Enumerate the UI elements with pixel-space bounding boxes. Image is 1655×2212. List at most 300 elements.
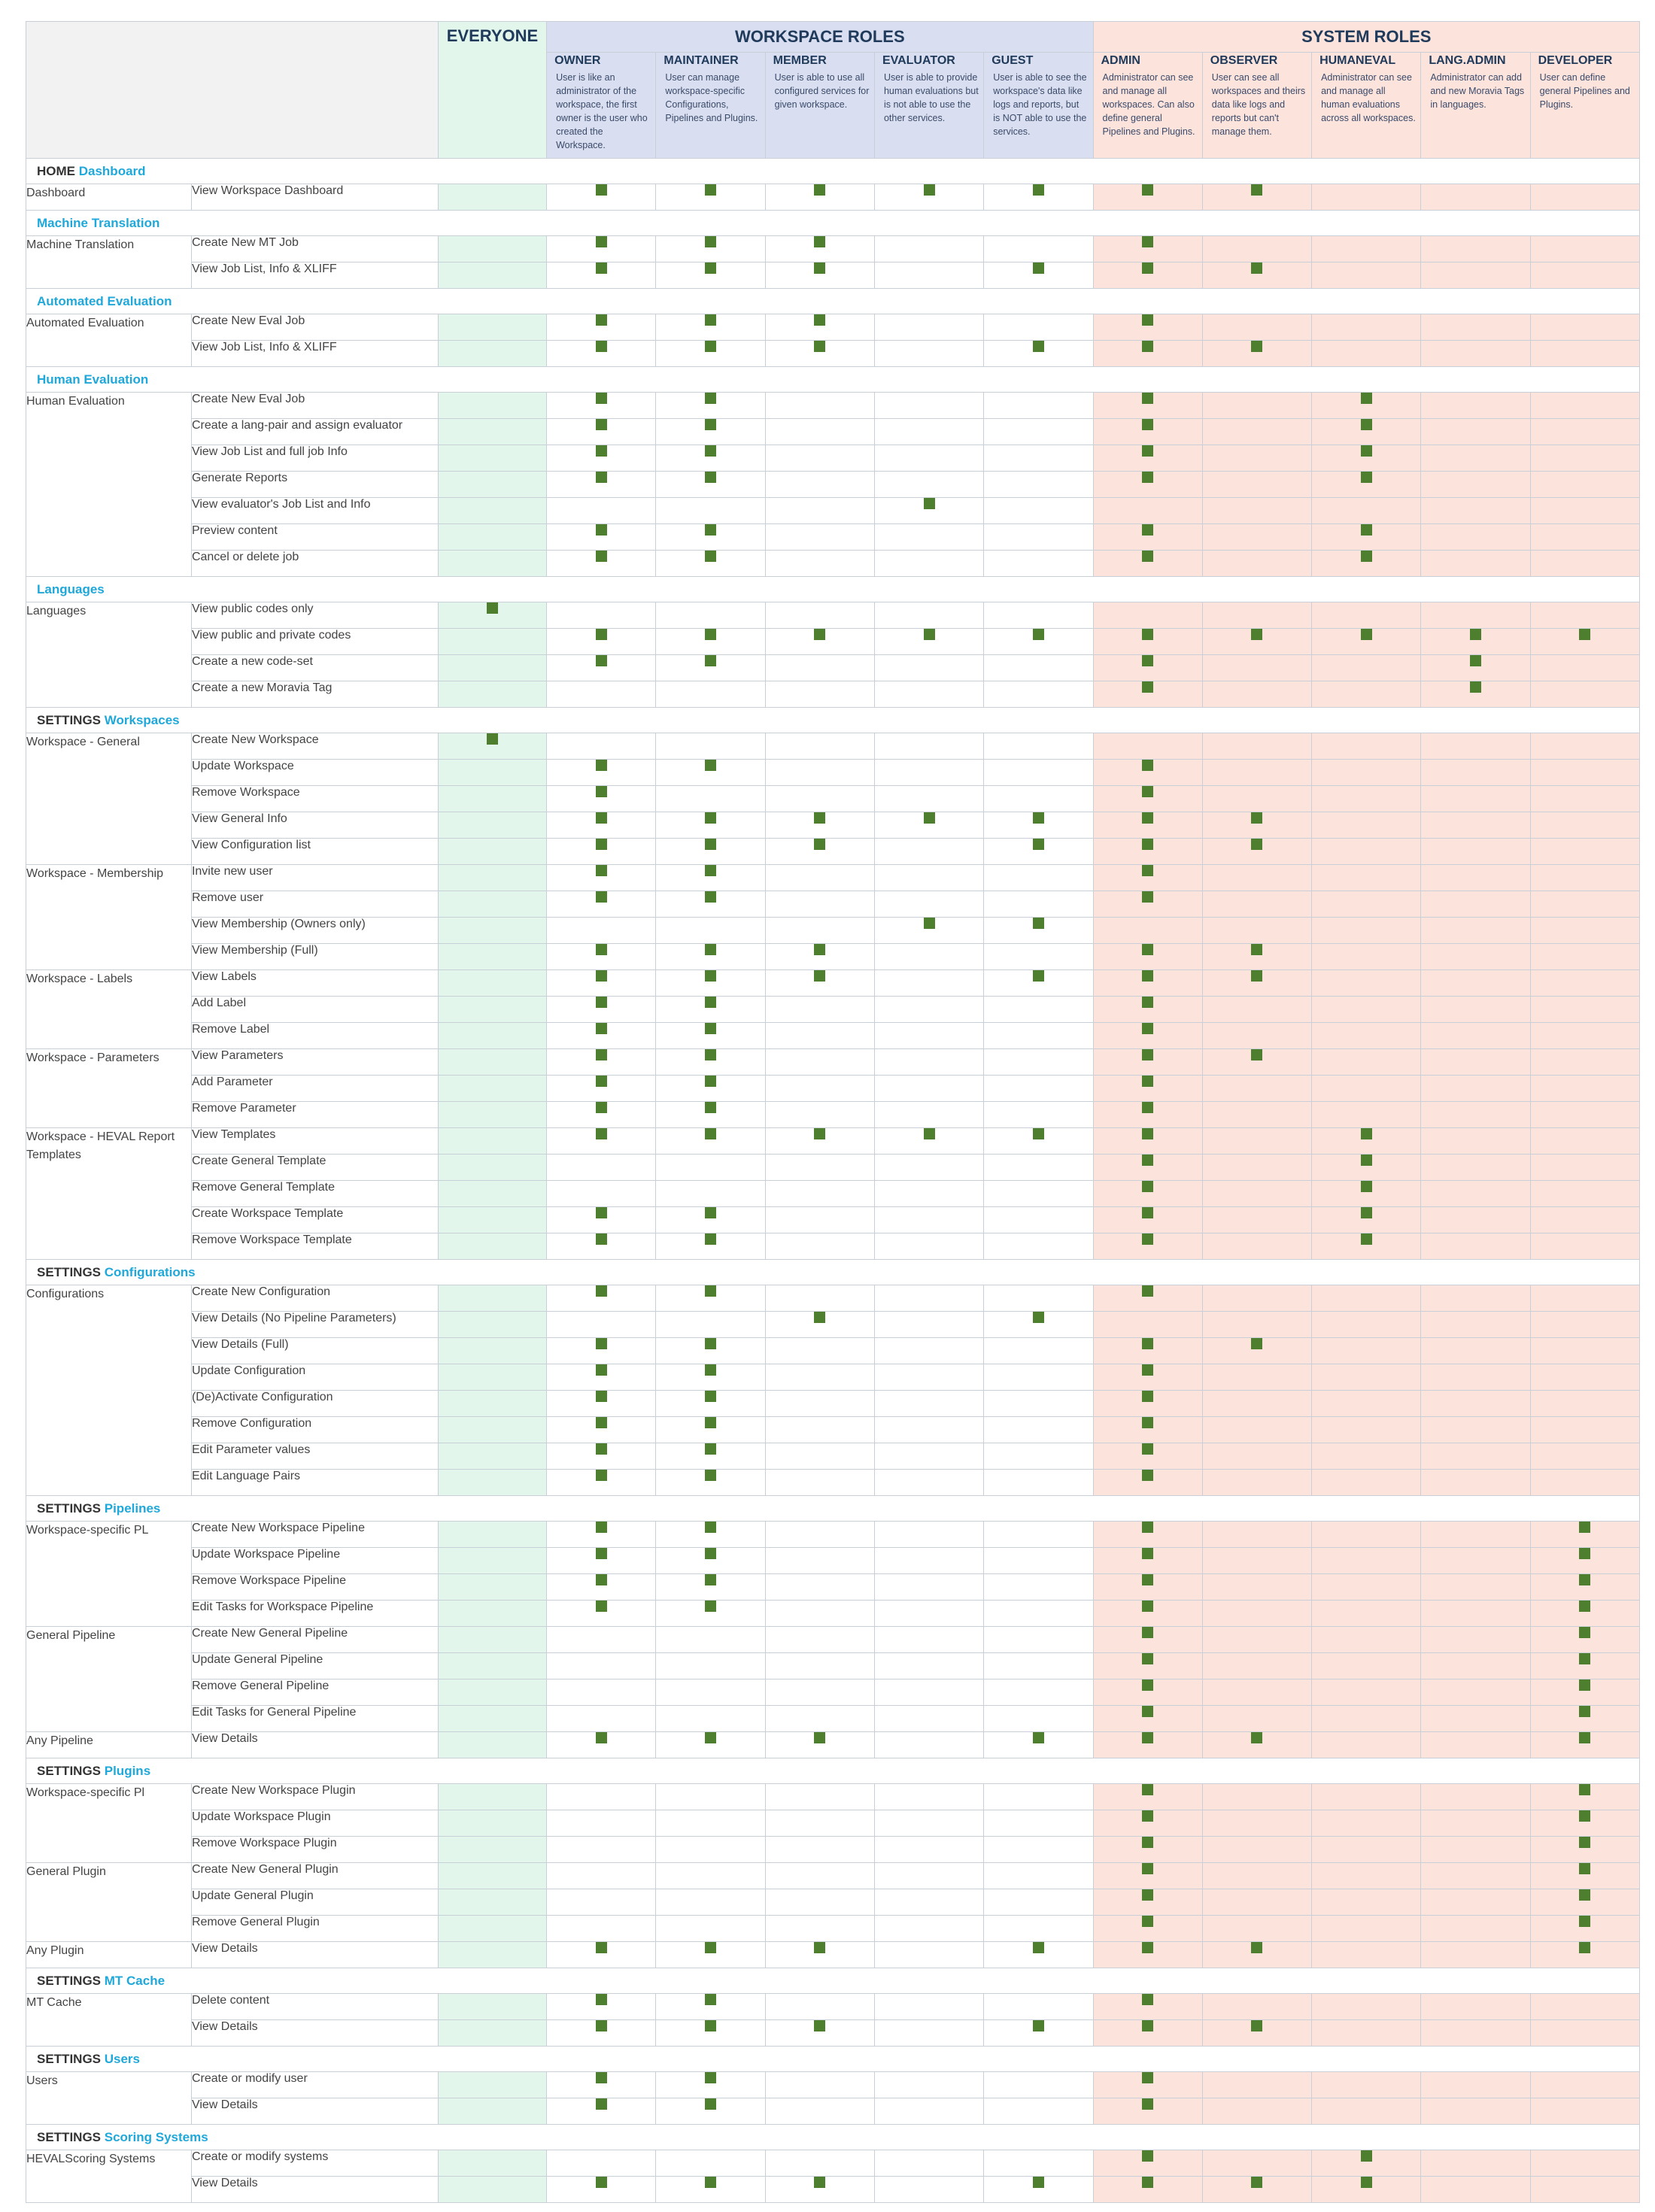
permission-granted-icon [1142,1285,1153,1297]
permission-cell-owner [547,1102,656,1128]
permission-cell-developer [1530,419,1639,445]
permission-cell-owner [547,445,656,472]
permission-cell-observer [1202,1076,1311,1102]
permission-cell-langadmin [1421,865,1530,891]
permission-cell-owner [547,681,656,708]
permission-cell-everyone [438,1601,546,1627]
feature-name: Languages [26,602,192,708]
permission-cell-member [765,2020,874,2047]
permission-cell-owner [547,1181,656,1207]
permission-cell-evaluator [874,997,983,1023]
permission-cell-member [765,1732,874,1758]
permission-granted-icon [1142,1181,1153,1192]
permission-granted-icon [705,2020,716,2031]
permission-cell-humaneval [1312,236,1421,262]
permission-cell-everyone [438,498,546,524]
permission-cell-maintainer [656,970,765,997]
permission-cell-admin [1093,629,1202,655]
permission-granted-icon [596,655,607,666]
permission-granted-icon [1142,2020,1153,2031]
permission-granted-icon [1142,2098,1153,2110]
permission-cell-evaluator [874,184,983,211]
workspace-roles-header: WORKSPACE ROLES [547,22,1093,53]
permission-granted-icon [596,1417,607,1428]
role-description: Administrator can see and manage all human evaluations across all workspaces. [1321,72,1416,123]
permission-cell-observer [1202,1994,1311,2020]
permission-cell-langadmin [1421,944,1530,970]
permission-cell-langadmin [1421,341,1530,367]
role-header-owner [547,53,656,159]
permission-cell-evaluator [874,1312,983,1338]
permission-cell-admin [1093,1338,1202,1364]
permission-cell-owner [547,1942,656,1968]
permission-cell-observer [1202,2150,1311,2177]
permission-cell-developer [1530,2098,1639,2125]
feature-name: Dashboard [26,184,192,211]
permission-cell-maintainer [656,812,765,839]
permission-row [26,629,1640,655]
action-label: Remove Workspace Pipeline [191,1574,438,1601]
feature-name: Users [26,2072,192,2125]
feature-name: Workspace-specific Pl [26,1784,192,1863]
permission-cell-evaluator [874,472,983,498]
permission-cell-owner [547,1470,656,1496]
permission-cell-evaluator [874,314,983,341]
permission-cell-humaneval [1312,262,1421,289]
permission-cell-maintainer [656,2150,765,2177]
permission-cell-evaluator [874,1181,983,1207]
permission-cell-admin [1093,1653,1202,1679]
permission-cell-admin [1093,1837,1202,1863]
permission-granted-icon [596,472,607,483]
section-prefix: SETTINGS [37,2129,102,2144]
permission-granted-icon [1142,2177,1153,2188]
permission-cell-guest [984,1417,1093,1443]
action-label: Create New Workspace Plugin [191,1784,438,1810]
permission-row [26,2150,1640,2177]
permission-cell-guest [984,786,1093,812]
permission-granted-icon [1142,1863,1153,1874]
permission-cell-developer [1530,1942,1639,1968]
permission-granted-icon [705,393,716,404]
permission-cell-member [765,1285,874,1312]
action-label: View Details [191,2177,438,2203]
role-name: DEVELOPER [1538,54,1613,67]
permission-granted-icon [705,1102,716,1113]
permission-cell-observer [1202,2177,1311,2203]
permission-granted-icon [1033,918,1044,929]
permission-granted-icon [596,551,607,562]
permission-cell-developer [1530,1837,1639,1863]
section-prefix: SETTINGS [37,1264,102,1279]
permissions-matrix-page [26,21,1640,2203]
permission-cell-observer [1202,918,1311,944]
permission-granted-icon [705,1285,716,1297]
permission-cell-admin [1093,891,1202,918]
permission-cell-developer [1530,1470,1639,1496]
permission-granted-icon [596,629,607,640]
permission-cell-guest [984,655,1093,681]
permission-cell-member [765,1128,874,1155]
permission-cell-langadmin [1421,997,1530,1023]
permission-granted-icon [1142,970,1153,982]
permission-cell-humaneval [1312,1574,1421,1601]
section-header [26,577,1640,602]
feature-name: Workspace - HEVAL Report Templates [26,1128,192,1260]
action-label: Create New Workspace [191,733,438,760]
permission-cell-member [765,1312,874,1338]
permission-granted-icon [705,1364,716,1376]
permission-cell-developer [1530,602,1639,629]
permission-granted-icon [1579,1810,1590,1822]
permission-cell-evaluator [874,1443,983,1470]
permission-granted-icon [1142,760,1153,771]
permission-granted-icon [596,1128,607,1139]
permission-cell-maintainer [656,602,765,629]
permission-granted-icon [1579,629,1590,640]
permission-cell-admin [1093,786,1202,812]
permission-granted-icon [705,262,716,274]
permission-cell-maintainer [656,314,765,341]
permission-granted-icon [1033,1128,1044,1139]
permission-cell-evaluator [874,760,983,786]
permission-cell-admin [1093,997,1202,1023]
permission-cell-langadmin [1421,236,1530,262]
permission-granted-icon [487,733,498,745]
action-label: Add Parameter [191,1076,438,1102]
permission-granted-icon [1142,1994,1153,2005]
permission-granted-icon [1251,1338,1262,1349]
permission-granted-icon [596,970,607,982]
permission-cell-everyone [438,2072,546,2098]
permission-cell-humaneval [1312,314,1421,341]
permission-cell-developer [1530,262,1639,289]
permission-cell-guest [984,1548,1093,1574]
action-label: Create New MT Job [191,236,438,262]
permission-cell-developer [1530,1285,1639,1312]
permission-cell-maintainer [656,498,765,524]
permission-cell-observer [1202,419,1311,445]
permission-cell-maintainer [656,655,765,681]
permission-cell-developer [1530,314,1639,341]
permission-cell-admin [1093,262,1202,289]
permission-cell-everyone [438,551,546,577]
permission-cell-owner [547,1916,656,1942]
permission-cell-owner [547,918,656,944]
permission-granted-icon [705,419,716,430]
action-label: View Job List, Info & XLIFF [191,341,438,367]
permission-cell-developer [1530,970,1639,997]
permission-cell-owner [547,1784,656,1810]
permission-cell-maintainer [656,2020,765,2047]
permission-cell-observer [1202,498,1311,524]
permission-cell-observer [1202,681,1311,708]
permission-cell-humaneval [1312,1364,1421,1391]
permission-cell-guest [984,1916,1093,1942]
permission-cell-guest [984,1942,1093,1968]
section-header [26,211,1640,236]
permission-cell-everyone [438,786,546,812]
permission-cell-everyone [438,184,546,211]
permission-cell-member [765,1470,874,1496]
permission-cell-developer [1530,551,1639,577]
permission-cell-observer [1202,629,1311,655]
permission-granted-icon [596,865,607,876]
permission-cell-admin [1093,1863,1202,1889]
permission-granted-icon [596,839,607,850]
permission-cell-member [765,262,874,289]
permission-granted-icon [814,1732,825,1743]
action-label: View Labels [191,970,438,997]
permission-granted-icon [596,2098,607,2110]
permission-cell-admin [1093,1207,1202,1233]
action-label: Remove General Pipeline [191,1679,438,1706]
permission-cell-langadmin [1421,1417,1530,1443]
permission-granted-icon [1142,812,1153,824]
section-header [26,1758,1640,1784]
section-row [26,1968,1640,1994]
permission-granted-icon [1142,1916,1153,1927]
permission-granted-icon [705,1338,716,1349]
permission-cell-guest [984,812,1093,839]
permission-row [26,1155,1640,1181]
permission-cell-observer [1202,1049,1311,1076]
permission-cell-guest [984,262,1093,289]
permission-row [26,524,1640,551]
permission-cell-developer [1530,1994,1639,2020]
permission-granted-icon [1142,865,1153,876]
action-label: View public and private codes [191,629,438,655]
permission-cell-guest [984,419,1093,445]
permission-cell-everyone [438,629,546,655]
permission-granted-icon [1142,236,1153,247]
permission-cell-observer [1202,2020,1311,2047]
permission-cell-maintainer [656,918,765,944]
permission-cell-langadmin [1421,419,1530,445]
permission-cell-evaluator [874,1653,983,1679]
permission-cell-humaneval [1312,681,1421,708]
permission-cell-observer [1202,1128,1311,1155]
permission-cell-guest [984,1601,1093,1627]
permission-row [26,2098,1640,2125]
permission-granted-icon [1361,393,1372,404]
permission-cell-everyone [438,1285,546,1312]
section-header [26,289,1640,314]
permission-cell-admin [1093,445,1202,472]
permission-cell-humaneval [1312,1312,1421,1338]
permission-cell-humaneval [1312,760,1421,786]
permission-cell-observer [1202,472,1311,498]
permission-row [26,1207,1640,1233]
action-label: (De)Activate Configuration [191,1391,438,1417]
permission-cell-evaluator [874,2072,983,2098]
permission-cell-langadmin [1421,1364,1530,1391]
permission-cell-guest [984,681,1093,708]
permission-cell-member [765,1417,874,1443]
permission-cell-developer [1530,1679,1639,1706]
permission-cell-admin [1093,1470,1202,1496]
permission-cell-evaluator [874,1233,983,1260]
permission-row [26,733,1640,760]
permission-cell-owner [547,1391,656,1417]
permission-row [26,2177,1640,2203]
permission-cell-observer [1202,1627,1311,1653]
role-description: User can define general Pipelines and Plugins. [1539,72,1630,110]
permission-cell-guest [984,944,1093,970]
permission-cell-admin [1093,2020,1202,2047]
permission-granted-icon [1142,1548,1153,1559]
permission-granted-icon [1470,629,1481,640]
permission-cell-everyone [438,1443,546,1470]
permission-cell-observer [1202,944,1311,970]
permission-cell-developer [1530,2072,1639,2098]
permission-cell-observer [1202,1443,1311,1470]
permission-granted-icon [814,970,825,982]
permission-cell-maintainer [656,997,765,1023]
permission-granted-icon [1361,1207,1372,1218]
section-name: Scoring Systems [104,2129,208,2144]
permission-granted-icon [705,655,716,666]
permission-cell-developer [1530,1233,1639,1260]
permission-cell-humaneval [1312,184,1421,211]
permission-cell-humaneval [1312,1076,1421,1102]
action-label: View Details [191,1942,438,1968]
permission-cell-guest [984,2072,1093,2098]
action-label: Cancel or delete job [191,551,438,577]
permission-granted-icon [1361,419,1372,430]
permission-cell-guest [984,445,1093,472]
permission-cell-observer [1202,1942,1311,1968]
permission-granted-icon [705,2177,716,2188]
permission-row [26,341,1640,367]
permission-granted-icon [705,839,716,850]
permission-cell-owner [547,2177,656,2203]
permission-cell-langadmin [1421,1049,1530,1076]
permission-cell-guest [984,865,1093,891]
action-label: Edit Parameter values [191,1443,438,1470]
section-row [26,708,1640,733]
permission-cell-langadmin [1421,262,1530,289]
permission-cell-owner [547,655,656,681]
section-row [26,2047,1640,2072]
section-header [26,1260,1640,1285]
permission-granted-icon [705,236,716,247]
permission-cell-owner [547,393,656,419]
permission-granted-icon [1033,262,1044,274]
feature-name: Human Evaluation [26,393,192,577]
permission-cell-owner [547,1312,656,1338]
permission-cell-member [765,629,874,655]
permission-cell-everyone [438,1548,546,1574]
permission-cell-owner [547,551,656,577]
permission-cell-humaneval [1312,1470,1421,1496]
permission-cell-langadmin [1421,655,1530,681]
permission-granted-icon [1579,1574,1590,1585]
permission-cell-humaneval [1312,1049,1421,1076]
permission-granted-icon [596,1233,607,1245]
feature-name: Workspace - General [26,733,192,865]
permission-granted-icon [596,1574,607,1585]
permission-cell-observer [1202,1706,1311,1732]
permission-granted-icon [596,1102,607,1113]
role-header-observer [1202,53,1311,159]
permission-cell-developer [1530,1338,1639,1364]
permission-cell-admin [1093,524,1202,551]
permission-granted-icon [596,524,607,536]
permission-cell-developer [1530,341,1639,367]
permission-granted-icon [1142,1128,1153,1139]
permission-granted-icon [1142,839,1153,850]
permission-cell-developer [1530,1810,1639,1837]
permission-row [26,1417,1640,1443]
permission-cell-langadmin [1421,1916,1530,1942]
permission-granted-icon [1470,655,1481,666]
action-label: Create Workspace Template [191,1207,438,1233]
permission-row [26,1338,1640,1364]
permission-cell-observer [1202,236,1311,262]
permission-cell-guest [984,184,1093,211]
action-label: Update General Plugin [191,1889,438,1916]
permission-cell-owner [547,236,656,262]
permission-granted-icon [1142,1049,1153,1060]
permission-cell-owner [547,1522,656,1548]
permission-row [26,1994,1640,2020]
permission-cell-guest [984,472,1093,498]
permission-cell-developer [1530,839,1639,865]
permission-granted-icon [596,1994,607,2005]
permission-cell-humaneval [1312,1522,1421,1548]
permission-granted-icon [596,2020,607,2031]
permission-granted-icon [1142,1601,1153,1612]
permission-cell-humaneval [1312,1207,1421,1233]
permission-granted-icon [1251,970,1262,982]
role-header-langadmin [1421,53,1530,159]
action-label: View Details (Full) [191,1338,438,1364]
permission-cell-evaluator [874,918,983,944]
permission-cell-evaluator [874,655,983,681]
permission-cell-member [765,1522,874,1548]
permission-granted-icon [1142,1364,1153,1376]
permission-row [26,1128,1640,1155]
permission-cell-observer [1202,1364,1311,1391]
permission-row [26,2072,1640,2098]
role-description: User can see all workspaces and theirs data like logs and reports but can't manage them. [1211,72,1306,137]
permission-granted-icon [1579,1942,1590,1953]
permission-granted-icon [814,262,825,274]
permission-row [26,1574,1640,1601]
permission-cell-member [765,498,874,524]
permission-cell-evaluator [874,1679,983,1706]
permission-granted-icon [1142,1522,1153,1533]
permission-cell-guest [984,1889,1093,1916]
permission-granted-icon [705,970,716,982]
permission-cell-everyone [438,1916,546,1942]
permission-cell-member [765,997,874,1023]
permission-cell-langadmin [1421,1391,1530,1417]
permission-cell-maintainer [656,445,765,472]
permission-cell-developer [1530,786,1639,812]
feature-name: Automated Evaluation [26,314,192,367]
permission-granted-icon [1579,1601,1590,1612]
action-label: View Templates [191,1128,438,1155]
permission-granted-icon [1142,891,1153,903]
action-label: View evaluator's Job List and Info [191,498,438,524]
permission-cell-evaluator [874,1994,983,2020]
permission-cell-humaneval [1312,1181,1421,1207]
permission-cell-guest [984,1076,1093,1102]
permission-cell-developer [1530,2177,1639,2203]
permission-granted-icon [705,1417,716,1428]
